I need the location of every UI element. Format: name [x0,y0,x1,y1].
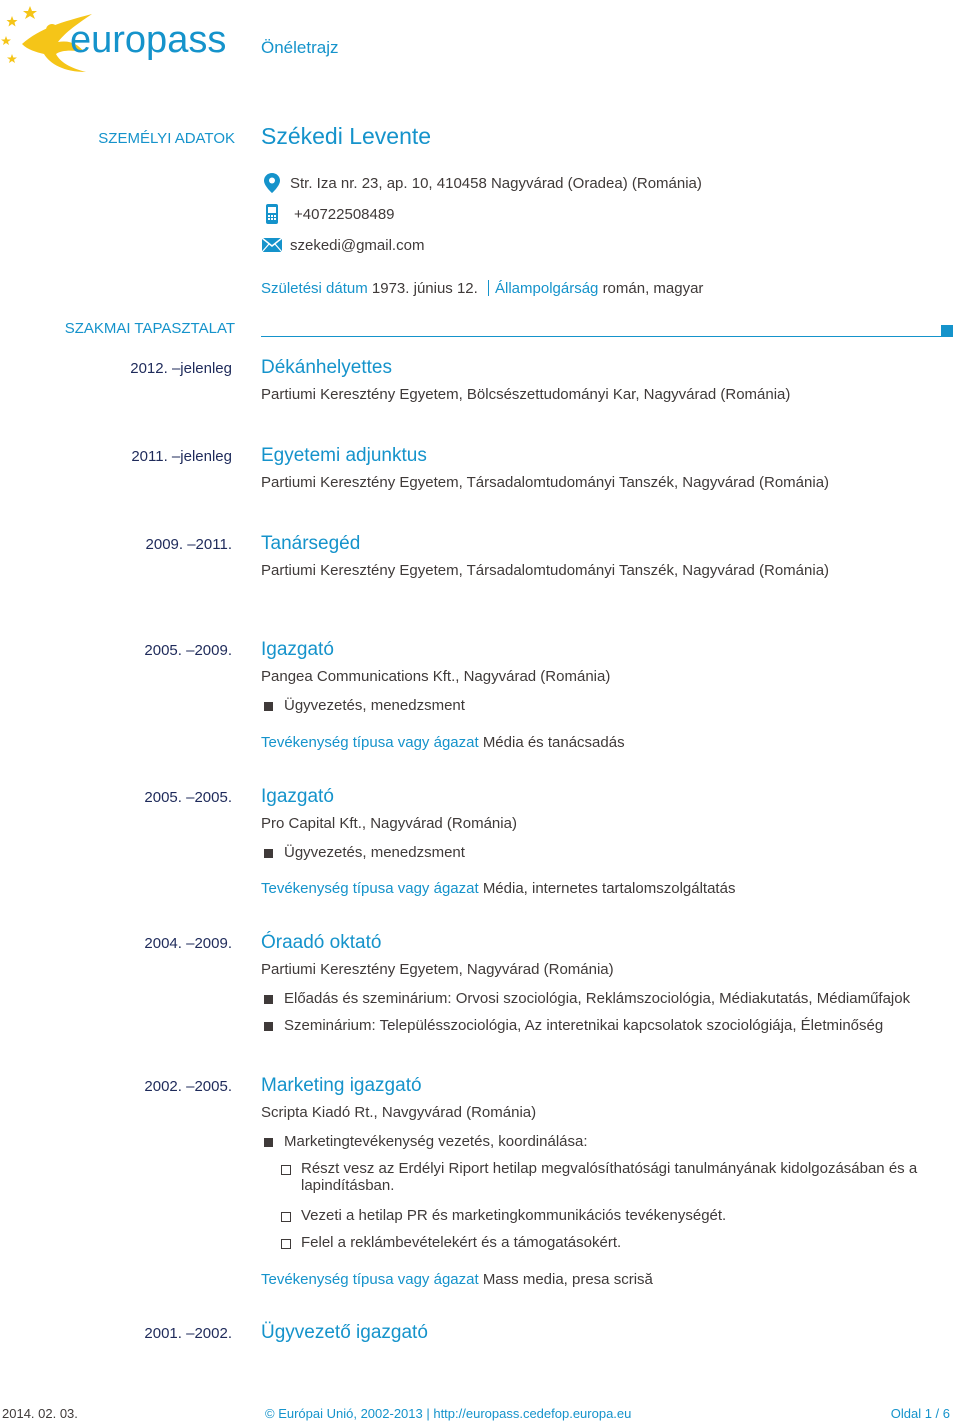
job-date: 2001. –2002. [144,1325,232,1342]
sub-bullet-text: Részt vesz az Erdélyi Riport hetilap megvalósíthatósági tanulmányának kidolgozásában és a lapindításban. [301,1160,918,1194]
birth-citizenship-line [261,280,703,297]
email-row [261,234,424,256]
job-date: 2011. –jelenleg [131,448,232,465]
bullet-text: Ügyvezetés, menedzsment [284,844,465,861]
section-rule [261,336,941,337]
address-row [261,172,702,194]
sub-list-item [281,1207,936,1224]
sector-label: Tevékenység típusa vagy ágazat [261,880,479,897]
bullet-text: Ügyvezetés, menedzsment [284,697,465,714]
job-date: 2004. –2009. [144,935,232,952]
sub-list-item [281,1160,936,1194]
footer-page-number: Oldal 1 / 6 [890,1406,950,1421]
citizenship-label: Állampolgárság [495,280,599,297]
birth-label: Születési dátum [261,280,368,297]
job-employer: Partiumi Keresztény Egyetem, Társadalomtudományi Tanszék, Nagyvárad (Románia) [261,474,830,491]
job-title: Egyetemi adjunktus [261,445,427,466]
section-rule-marker [941,325,953,337]
mobile-phone-icon [261,203,283,225]
bullet-text: Előadás és szeminárium: Orvosi szociológia, Reklámszociológia, Médiakutatás, Médiaműfajok [284,990,911,1007]
document-title: Önéletrajz [261,38,339,57]
hollow-square-icon [281,1239,291,1249]
person-name: Székedi Levente [261,123,432,149]
list-item [261,697,465,714]
job-title: Tanársegéd [261,533,361,554]
sector-value: Média és tanácsadás [482,734,625,751]
job-title: Igazgató [261,639,334,660]
job-title: Marketing igazgató [261,1075,422,1096]
job-date: 2012. –jelenleg [130,360,232,377]
bullet-square-icon [264,702,273,711]
section-label-experience: SZAKMAI TAPASZTALAT [64,320,235,337]
job-employer: Partiumi Keresztény Egyetem, Nagyvárad (Románia) [261,961,614,978]
sector-line [261,1271,653,1288]
bullet-square-icon [264,849,273,858]
sector-label: Tevékenység típusa vagy ágazat [261,734,479,751]
bullet-square-icon [264,995,273,1004]
job-date: 2005. –2005. [144,789,232,806]
sub-list-item [281,1234,936,1251]
footer-date: 2014. 02. 03. [2,1406,78,1421]
bullet-square-icon [264,1138,273,1147]
separator [488,280,489,296]
hollow-square-icon [281,1212,291,1222]
job-employer: Pro Capital Kft., Nagyvárad (Románia) [261,815,517,832]
job-date: 2002. –2005. [144,1078,232,1095]
footer-copyright-link[interactable]: © Európai Unió, 2002-2013 | http://europass.cedefop.europa.eu [265,1406,632,1421]
job-date: 2009. –2011. [145,536,232,553]
phone-text: +40722508489 [294,205,395,223]
job-employer: Partiumi Keresztény Egyetem, Bölcsészettudományi Kar, Nagyvárad (Románia) [261,386,791,403]
bullet-square-icon [264,1022,273,1031]
hollow-square-icon [281,1165,291,1175]
location-pin-icon [261,172,283,194]
section-label-personal: SZEMÉLYI ADATOK [98,130,235,147]
sub-bullet-text: Vezeti a hetilap PR és marketingkommunikációs tevékenységét. [301,1207,727,1224]
sub-bullet-text: Felel a reklámbevételekért és a támogatásokért. [301,1234,622,1251]
job-title: Óraadó oktató [261,932,382,953]
phone-row [261,203,395,225]
job-employer: Pangea Communications Kft., Nagyvárad (Románia) [261,668,611,685]
birth-value: 1973. június 12. [371,280,478,297]
job-employer: Partiumi Keresztény Egyetem, Társadalomtudományi Tanszék, Nagyvárad (Románia) [261,562,830,579]
sector-line [261,734,625,751]
address-text: Str. Iza nr. 23, ap. 10, 410458 Nagyvárad (Oradea) (Románia) [290,174,702,192]
list-item [261,1133,588,1150]
sector-value: Mass media, presa scrisă [482,1271,653,1288]
job-title: Dékánhelyettes [261,357,392,378]
envelope-icon [261,234,283,256]
job-title: Ügyvezető igazgató [261,1322,428,1343]
europass-logo [0,0,240,80]
list-item [261,1017,883,1034]
list-item [261,844,465,861]
bullet-text: Marketingtevékenység vezetés, koordinálása: [284,1133,588,1150]
sector-value: Média, internetes tartalomszolgáltatás [482,880,736,897]
sector-line [261,880,735,897]
job-date: 2005. –2009. [144,642,232,659]
logo-wordmark: europass [70,19,227,61]
citizenship-value: román, magyar [602,280,704,297]
job-title: Igazgató [261,786,334,807]
email-link[interactable]: szekedi@gmail.com [290,236,425,254]
list-item [261,990,910,1007]
job-employer: Scripta Kiadó Rt., Navgyvárad (Románia) [261,1104,537,1121]
europass-logo-graphic [0,0,240,80]
sector-label: Tevékenység típusa vagy ágazat [261,1271,479,1288]
bullet-text: Szeminárium: Településszociológia, Az interetnikai kapcsolatok szociológiája, Életminőség [284,1017,884,1034]
